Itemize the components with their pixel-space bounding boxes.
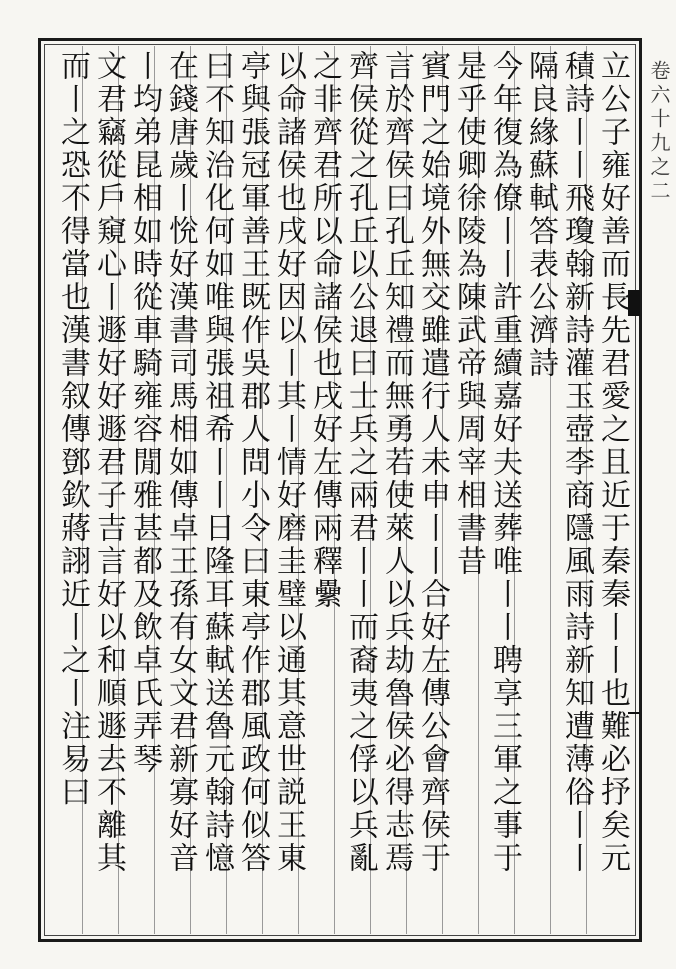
text-column-11: 亭與張冠軍善王既作吳郡人問小令曰東亭作郡風政何似答: [235, 50, 270, 875]
text-column-12: 曰不知治化何如唯與張祖希丨丨日隆耳蘇軾送魯元翰詩憶: [199, 50, 234, 875]
text-column-2: 積詩丨丨飛瓊翰新詩灌玉壺李商隱風雨詩新知遭薄俗丨丨: [559, 50, 594, 875]
text-column-7: 言於齊侯曰孔丘知禮而無勇若使萊人以兵劫魯侯必得志焉: [379, 50, 414, 875]
text-column-3: 隔良緣蘇軾答表公濟詩: [523, 50, 558, 380]
text-column-9: 之非齊君所以命諸侯也戌好左傳兩釋纍: [307, 50, 342, 611]
chapter-margin-label: 卷六十九之二: [647, 60, 671, 204]
text-column-10: 以命諸侯也戌好因以丨其丨情好磨圭璧以通其意世説王東: [271, 50, 306, 875]
text-column-8: 齊侯從之孔丘以公退曰士兵之兩君丨丨而裔夷之俘以兵亂: [343, 50, 378, 875]
text-column-14: 丨均弟昆相如時從車騎雍容閒雅甚都及飲卓氏弄琴: [127, 50, 162, 776]
text-column-4: 今年復為僚丨丨許重續嘉好夫送葬唯丨丨聘享三軍之事于: [487, 50, 522, 875]
text-column-15: 文君竊從戶窺心丨遯好好遯君子吉言好以和順遯去不離其: [91, 50, 126, 875]
text-column-5: 是乎使卿徐陵為陳武帝與周宰相書昔: [451, 50, 486, 578]
text-column-16: 而丨之恐不得當也漢書叙傳鄧欽蔣詡近丨之丨注易曰: [55, 50, 90, 809]
text-column-13: 在錢唐歲丨恱好漢書司馬相如傳卓王孫有女文君新寡好音: [163, 50, 198, 875]
text-column-6: 賓門之始境外無交雖遣行人未申丨丨合好左傳公會齊侯于: [415, 50, 450, 875]
text-column-1: 立公子雍好善而長先君愛之且近于秦秦丨丨也難必抒矣元: [595, 50, 630, 875]
